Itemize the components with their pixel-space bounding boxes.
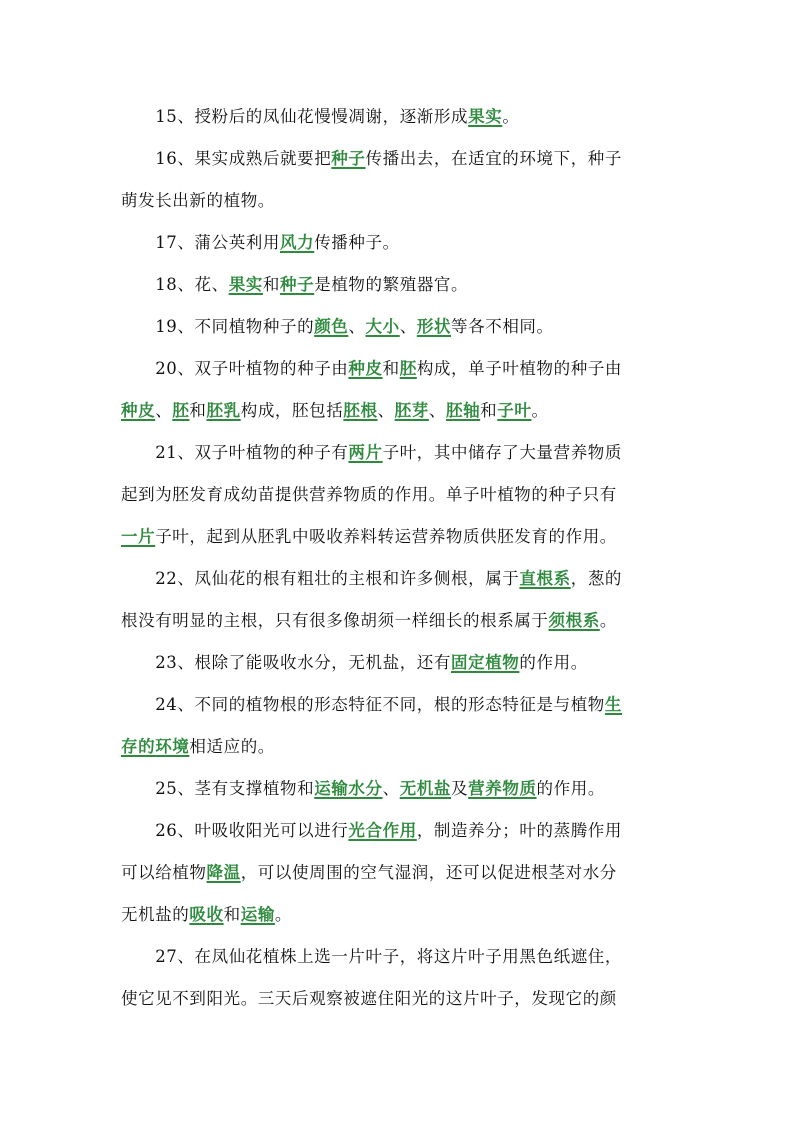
answer-term: 一片 (121, 527, 156, 546)
text-run: 23、根除了能吸收水分，无机盐，还有 (121, 653, 451, 672)
text-run: 子叶，其中储存了大量营养物质 (382, 443, 623, 462)
text-run: 和 (189, 401, 207, 420)
text-run: ，可以使周围的空气湿润，还可以促进根茎对水分 (240, 863, 617, 882)
text-run: 传播种子。 (314, 233, 400, 252)
answer-term: 种子 (280, 275, 315, 294)
text-run: 21、双子叶植物的种子有 (121, 443, 349, 462)
answer-term: 两片 (348, 443, 383, 462)
text-line (121, 264, 468, 306)
answer-term: 吸收 (189, 905, 224, 924)
text-line (121, 390, 549, 432)
text-run: 、 (399, 317, 417, 336)
text-run: ，葱的 (570, 569, 623, 588)
text-run: 可以给植物 (121, 863, 207, 882)
answer-term: 胚乳 (206, 401, 241, 420)
text-line (121, 96, 519, 138)
answer-term: 种皮 (121, 401, 156, 420)
text-run: 27、在凤仙花植株上选一片叶子，将这片叶子用黑色纸遮住， (121, 947, 622, 966)
text-line (121, 558, 622, 600)
answer-term: 运输水分 (314, 779, 383, 798)
text-run: 、 (428, 401, 446, 420)
answer-term: 存的环境 (121, 737, 190, 756)
text-run: 等各不相同。 (451, 317, 554, 336)
text-run: 、 (382, 779, 400, 798)
text-run: 25、茎有支撑植物和 (121, 779, 315, 798)
text-run: 无机盐的 (121, 905, 190, 924)
answer-term: 无机盐 (399, 779, 452, 798)
text-run: 使它见不到阳光。三天后观察被遮住阳光的这片叶子，发现它的颜 (121, 989, 617, 1008)
answer-term: 降温 (206, 863, 241, 882)
text-line (121, 936, 622, 978)
text-run: 。 (599, 611, 617, 630)
text-line (121, 180, 275, 222)
text-run: 和 (480, 401, 498, 420)
text-run: 构成，单子叶植物的种子由 (416, 359, 623, 378)
answer-term: 果实 (228, 275, 263, 294)
text-line (121, 348, 622, 390)
text-run: 的作用。 (519, 653, 588, 672)
text-run: 、 (155, 401, 173, 420)
text-run: 、 (348, 317, 366, 336)
text-run: 和 (223, 905, 241, 924)
answer-term: 风力 (280, 233, 315, 252)
text-line (121, 306, 554, 348)
answer-term: 胚芽 (394, 401, 429, 420)
text-line (121, 978, 617, 1020)
answer-term: 果实 (468, 107, 503, 126)
text-line (121, 894, 292, 936)
text-run: 和 (262, 275, 281, 294)
text-run: 子叶，起到从胚乳中吸收养料转运营养物质供胚发育的作用。 (155, 527, 617, 546)
answer-term: 运输 (240, 905, 275, 924)
text-line (121, 768, 605, 810)
text-line (121, 726, 275, 768)
answer-term: 胚 (172, 401, 190, 420)
answer-term: 光合作用 (348, 821, 417, 840)
answer-term: 直根系 (519, 569, 571, 588)
answer-term: 须根系 (548, 611, 600, 630)
text-line (121, 810, 622, 852)
answer-term: 子叶 (497, 401, 532, 420)
text-run: 18、花、 (121, 275, 229, 294)
text-run: 22、凤仙花的根有粗壮的主根和许多侧根，属于 (121, 569, 520, 588)
text-line (121, 138, 622, 180)
answer-term: 种皮 (348, 359, 383, 378)
text-line (121, 642, 588, 684)
text-run: 16、果实成熟后就要把 (121, 149, 332, 168)
text-line (121, 432, 622, 474)
text-run: 24、不同的植物根的形态特征不同，根的形态特征是与植物 (121, 695, 605, 714)
text-run: 26、叶吸收阳光可以进行 (121, 821, 349, 840)
answer-term: 颜色 (314, 317, 349, 336)
text-run: 根没有明显的主根，只有很多像胡须一样细长的根系属于 (121, 611, 549, 630)
text-run: 19、不同植物种子的 (121, 317, 315, 336)
text-run: 。 (531, 401, 549, 420)
answer-term: 胚 (399, 359, 417, 378)
text-line (121, 516, 617, 558)
text-run: 17、蒲公英利用 (121, 233, 280, 252)
text-run: 传播出去，在适宜的环境下，种子 (365, 149, 622, 168)
text-line (121, 474, 617, 516)
text-run: 、 (377, 401, 395, 420)
text-run: 萌发长出新的植物。 (121, 191, 275, 210)
text-run: 。 (502, 107, 520, 126)
text-run: 的作用。 (536, 779, 605, 798)
text-line (121, 684, 622, 726)
answer-term: 胚轴 (445, 401, 481, 420)
text-run: 相适应的。 (189, 737, 275, 756)
answer-term: 形状 (416, 317, 452, 336)
answer-term: 固定植物 (451, 653, 520, 672)
text-run: ，制造养分；叶的蒸腾作用 (416, 821, 623, 840)
text-run: 起到为胚发育成幼苗提供营养物质的作用。单子叶植物的种子只有 (121, 485, 617, 504)
text-run: 及 (451, 779, 469, 798)
text-line (121, 852, 617, 894)
text-line (121, 600, 617, 642)
answer-term: 胚根 (343, 401, 378, 420)
answer-term: 种子 (331, 149, 366, 168)
answer-term: 大小 (365, 317, 400, 336)
answer-term: 生 (604, 695, 623, 714)
text-run: 和 (382, 359, 400, 378)
text-run: 20、双子叶植物的种子由 (121, 359, 349, 378)
text-run: 是植物的繁殖器官。 (314, 275, 469, 294)
text-run: 构成，胚包括 (240, 401, 344, 420)
text-run: 15、授粉后的凤仙花慢慢凋谢，逐渐形成 (121, 107, 469, 126)
text-line (121, 222, 400, 264)
answer-term: 营养物质 (468, 779, 537, 798)
text-run: 。 (274, 905, 293, 924)
